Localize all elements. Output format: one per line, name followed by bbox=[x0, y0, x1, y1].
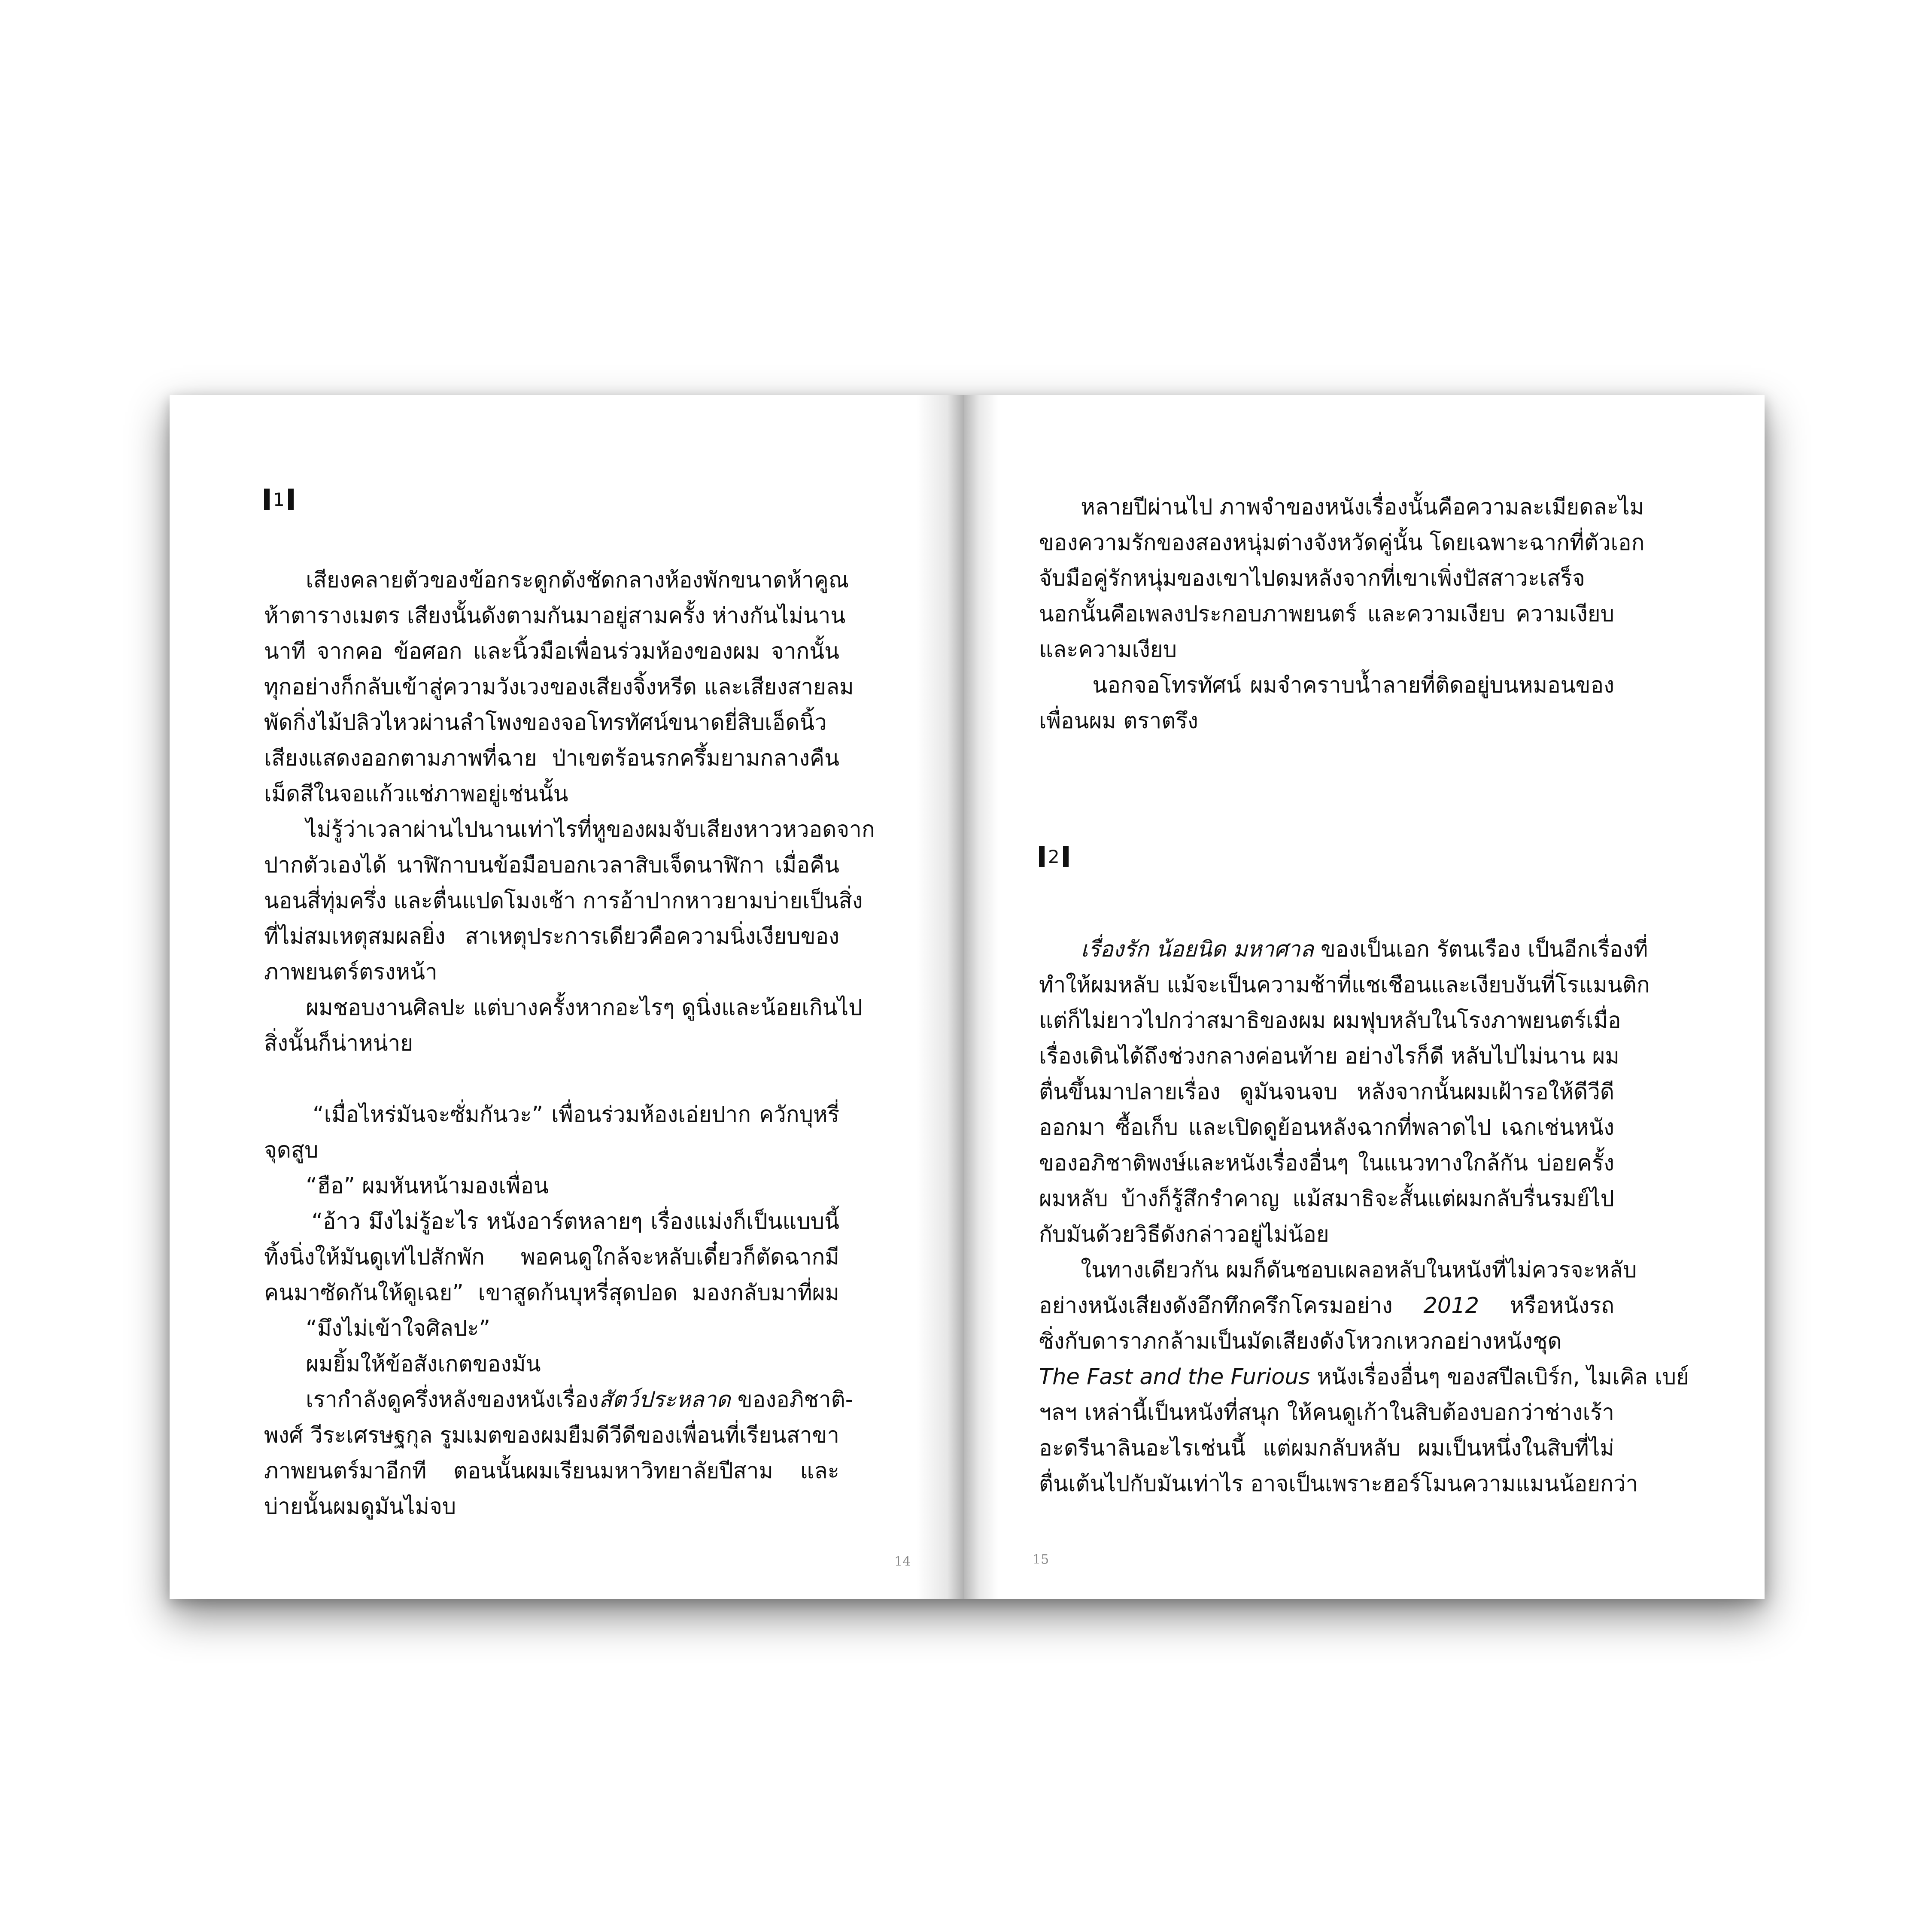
text-run: ผมยิ้มให้ข้อสังเกตของมัน bbox=[264, 1352, 541, 1377]
text-line bbox=[264, 1382, 854, 1418]
page-number-right: 15 bbox=[1033, 1552, 1049, 1567]
text-run: กับมันด้วยวิธีดังกล่าวอยู่ไม่น้อย bbox=[1039, 1222, 1329, 1247]
text-run: ออกมา ซื้อเก็บ และเปิดดูย้อนหลังฉากที่พลาดไป เฉกเช่นหนัง bbox=[1039, 1115, 1614, 1140]
text-line bbox=[1039, 1039, 1620, 1074]
text-run: เรื่องเดินได้ถึงช่วงกลางค่อนท้าย อย่างไรก็ดี หลับไปไม่นาน ผม bbox=[1039, 1044, 1620, 1069]
text-run: และความเงียบ bbox=[1039, 637, 1177, 662]
text-run: ของเป็นเอก รัตนเรือง เป็นอีกเรื่องที่ bbox=[1313, 937, 1648, 962]
chapter-bar-left bbox=[264, 489, 270, 510]
text-line bbox=[264, 1239, 839, 1275]
text-line bbox=[264, 1133, 839, 1168]
text-run: ของความรักของสองหนุ่มต่างจังหวัดคู่นั้น โดยเฉพาะฉากที่ตัวเอก bbox=[1039, 530, 1645, 556]
text-line bbox=[1039, 967, 1650, 1003]
text-line bbox=[264, 1204, 839, 1239]
text-run: ซิ่งกับดาราภกล้ามเป็นมัดเสียงดังโหวกเหวกอย่างหนังชุด bbox=[1039, 1329, 1562, 1354]
text-run: คนมาซัดกันให้ดูเฉย” เขาสูดก้นบุหรี่สุดปอด มองกลับมาที่ผม bbox=[264, 1280, 839, 1306]
chapter-bar-right bbox=[1063, 846, 1069, 867]
text-run: เรากำลังดูครึ่งหลังของหนังเรื่อง bbox=[264, 1387, 599, 1413]
text-line bbox=[1039, 489, 1644, 525]
text-line bbox=[1039, 932, 1648, 967]
page-number-left: 14 bbox=[894, 1554, 911, 1569]
text-run: ห้าตารางเมตร เสียงนั้นดังตามกันมาอยู่สามครั้ง ห่างกันไม่นาน bbox=[264, 603, 846, 629]
text-run: ผมชอบงานศิลปะ แต่บางครั้งหากอะไรๆ ดูนิ่งและน้อยเกินไป bbox=[264, 995, 863, 1021]
text-run: ที่ไม่สมเหตุสมผลยิ่ง สาเหตุประการเดียวคือความนิ่งเงียบของ bbox=[264, 924, 839, 949]
text-line bbox=[264, 705, 839, 741]
text-line bbox=[1039, 1288, 1614, 1324]
text-run: สิ่งนั้นก็น่าหน่าย bbox=[264, 1031, 413, 1056]
text-run: แต่ก็ไม่ยาวไปกว่าสมาธิของผม ผมฟุบหลับในโรงภาพยนตร์เมื่อ bbox=[1039, 1008, 1621, 1033]
text-line bbox=[1039, 525, 1645, 561]
right-page bbox=[964, 395, 1765, 1599]
text-run: ทิ้งนิ่งให้มันดูเท่ไปสักพัก พอคนดูใกล้จะหลับเดี๋ยวก็ตัดฉากมี bbox=[264, 1245, 839, 1270]
text-run: พัดกิ่งไม้ปลิวไหวผ่านลำโพงของจอโทรทัศน์ขนาดยี่สิบเอ็ดนิ้ว bbox=[264, 710, 827, 735]
italic-title: 2012 bbox=[1423, 1293, 1479, 1318]
text-line bbox=[264, 1168, 839, 1204]
text-line bbox=[264, 1097, 839, 1133]
text-line bbox=[1039, 1324, 1614, 1359]
text-run: หนังเรื่องอื่นๆ ของสปีลเบิร์ก, ไมเคิล เบย์ bbox=[1310, 1364, 1689, 1390]
text-run: อะดรีนาลินอะไรเช่นนี้ แต่ผมกลับหลับ ผมเป็นหนึ่งในสิบที่ไม่ bbox=[1039, 1436, 1614, 1461]
chapter-bar-left bbox=[1039, 846, 1045, 867]
text-line bbox=[264, 990, 863, 1026]
text-run: ภาพยนตร์มาอีกที ตอนนั้นผมเรียนมหาวิทยาลัยปีสาม และ bbox=[264, 1458, 839, 1484]
text-run: เสียงแสดงออกตามภาพที่ฉาย ป่าเขตร้อนรกครึ้มยามกลางคืน bbox=[264, 746, 839, 771]
text-line bbox=[1039, 1003, 1621, 1039]
text-line bbox=[264, 883, 863, 919]
text-line bbox=[1039, 561, 1614, 596]
italic-title: สัตว์ประหลาด bbox=[598, 1387, 731, 1413]
text-line bbox=[264, 598, 846, 634]
text-line bbox=[1039, 632, 1614, 668]
text-run: ในทางเดียวกัน ผมก็ดันชอบเผลอหลับในหนังที่ไม่ควรจะหลับ bbox=[1039, 1258, 1637, 1283]
chapter-number: 2 bbox=[1048, 846, 1060, 867]
text-run: ผมหลับ บ้างก็รู้สึกรำคาญ แม้สมาธิจะสั้นแต่ผมกลับรื่นรมย์ไป bbox=[1039, 1186, 1614, 1212]
text-line bbox=[1039, 1252, 1637, 1288]
text-run: ของอภิชาติ- bbox=[730, 1387, 854, 1413]
text-line bbox=[1039, 1395, 1614, 1431]
italic-title: The Fast and the Furious bbox=[1039, 1364, 1310, 1390]
text-run bbox=[1039, 937, 1081, 962]
text-line bbox=[264, 669, 854, 705]
text-line bbox=[264, 776, 839, 812]
chapter-number: 1 bbox=[273, 489, 285, 510]
text-run: ตื่นเต้นไปกับมันเท่าไร อาจเป็นเพราะฮอร์โมนความแมนน้อยกว่า bbox=[1039, 1471, 1638, 1497]
blank-line bbox=[264, 1061, 839, 1097]
text-line bbox=[264, 741, 839, 776]
text-line bbox=[264, 1346, 839, 1382]
text-run: จับมือคู่รักหนุ่มของเขาไปดมหลังจากที่เขาเพิ่งปัสสาวะเสร็จ bbox=[1039, 566, 1585, 591]
left-page bbox=[170, 395, 964, 1599]
text-run: นอนสี่ทุ่มครึ่ง และตื่นแปดโมงเช้า การอ้าปากหาวยามบ่ายเป็นสิ่ง bbox=[264, 888, 863, 914]
text-run: นอกจอโทรทัศน์ ผมจำคราบน้ำลายที่ติดอยู่บนหมอนของ bbox=[1039, 673, 1614, 698]
text-line bbox=[264, 1275, 839, 1311]
text-line bbox=[264, 562, 849, 598]
text-run: ภาพยนตร์ตรงหน้า bbox=[264, 960, 437, 985]
text-run: พงศ์ วีระเศรษฐกุล รูมเมตของผมยืมดีวีดีของเพื่อนที่เรียนสาขา bbox=[264, 1423, 839, 1448]
chapter-bar-right bbox=[288, 489, 294, 510]
text-line bbox=[264, 954, 839, 990]
text-line bbox=[264, 812, 875, 848]
text-line bbox=[1039, 1217, 1614, 1252]
text-run: “เมื่อไหร่มันจะซั่มกันวะ” เพื่อนร่วมห้องเอ่ยปาก ควักบุหรี่ bbox=[264, 1102, 839, 1127]
text-run: ตื่นขึ้นมาปลายเรื่อง ดูมันจนจบ หลังจากนั้นผมเฝ้ารอให้ดีวีดี bbox=[1039, 1079, 1614, 1105]
text-line bbox=[264, 919, 839, 954]
text-run: เม็ดสีในจอแก้วแช่ภาพอยู่เช่นนั้น bbox=[264, 781, 568, 807]
text-run: ปากตัวเองได้ นาฬิกาบนข้อมือบอกเวลาสิบเจ็ดนาฬิกา เมื่อคืน bbox=[264, 853, 839, 878]
text-run: ไม่รู้ว่าเวลาผ่านไปนานเท่าไรที่หูของผมจับเสียงหาวหวอดจาก bbox=[264, 817, 875, 842]
text-line bbox=[1039, 703, 1614, 739]
italic-title: เรื่องรัก น้อยนิด มหาศาล bbox=[1081, 937, 1314, 962]
right-body-text-section-2 bbox=[1039, 932, 1689, 1502]
text-run: ทุกอย่างก็กลับเข้าสู่ความวังเวงของเสียงจิ้งหรีด และเสียงสายลม bbox=[264, 674, 854, 700]
text-line bbox=[1039, 1145, 1614, 1181]
text-line bbox=[264, 1311, 839, 1346]
text-run: “มึงไม่เข้าใจศิลปะ” bbox=[264, 1316, 491, 1341]
text-line bbox=[1039, 1359, 1689, 1395]
text-line bbox=[264, 848, 839, 883]
chapter-heading-1 bbox=[264, 489, 294, 510]
right-body-text-section-1 bbox=[1039, 489, 1645, 739]
text-line bbox=[1039, 596, 1614, 632]
text-run: บ่ายนั้นผมดูมันไม่จบ bbox=[264, 1494, 456, 1519]
text-line bbox=[1039, 1110, 1614, 1145]
left-body-text bbox=[264, 562, 875, 1525]
text-run: ฯลฯ เหล่านี้เป็นหนังที่สนุก ให้คนดูเก้าในสิบต้องบอกว่าช่างเร้า bbox=[1039, 1400, 1614, 1425]
right-gutter-shade bbox=[964, 395, 998, 1599]
text-line bbox=[1039, 1074, 1614, 1110]
text-line bbox=[1039, 1466, 1638, 1502]
text-run: เพื่อนผม ตราตรึง bbox=[1039, 708, 1198, 734]
text-line bbox=[1039, 1181, 1614, 1217]
text-run: ทำให้ผมหลับ แม้จะเป็นความช้าที่แชเชือนและเงียบงันที่โรแมนติก bbox=[1039, 972, 1650, 998]
text-line bbox=[264, 1489, 839, 1525]
text-line bbox=[264, 1418, 839, 1453]
chapter-heading-2 bbox=[1039, 846, 1069, 867]
text-run: “ฮือ” ผมหันหน้ามองเพื่อน bbox=[264, 1173, 549, 1199]
text-line bbox=[264, 634, 839, 669]
text-run: “อ้าว มึงไม่รู้อะไร หนังอาร์ตหลายๆ เรื่องแม่งก็เป็นแบบนี้ bbox=[264, 1209, 839, 1234]
text-run: อย่างหนังเสียงดังอึกทึกครึกโครมอย่าง bbox=[1039, 1293, 1424, 1318]
text-run: หรือหนังรถ bbox=[1479, 1293, 1614, 1318]
left-gutter-shade bbox=[917, 395, 964, 1599]
text-run: เสียงคลายตัวของข้อกระดูกดังชัดกลางห้องพักขนาดห้าคูณ bbox=[264, 568, 849, 593]
text-line bbox=[1039, 1431, 1614, 1466]
text-line bbox=[1039, 668, 1614, 703]
text-run: นาที จากคอ ข้อศอก และนิ้วมือเพื่อนร่วมห้องของผม จากนั้น bbox=[264, 639, 839, 664]
text-line bbox=[264, 1026, 839, 1061]
text-run: หลายปีผ่านไป ภาพจำของหนังเรื่องนั้นคือความละเมียดละไม bbox=[1039, 495, 1644, 520]
text-run: จุดสูบ bbox=[264, 1138, 319, 1163]
text-run: ของอภิชาติพงษ์และหนังเรื่องอื่นๆ ในแนวทางใกล้กัน บ่อยครั้ง bbox=[1039, 1151, 1614, 1176]
text-run: นอกนั้นคือเพลงประกอบภาพยนตร์ และความเงียบ ความเงียบ bbox=[1039, 601, 1614, 627]
text-line bbox=[264, 1453, 839, 1489]
